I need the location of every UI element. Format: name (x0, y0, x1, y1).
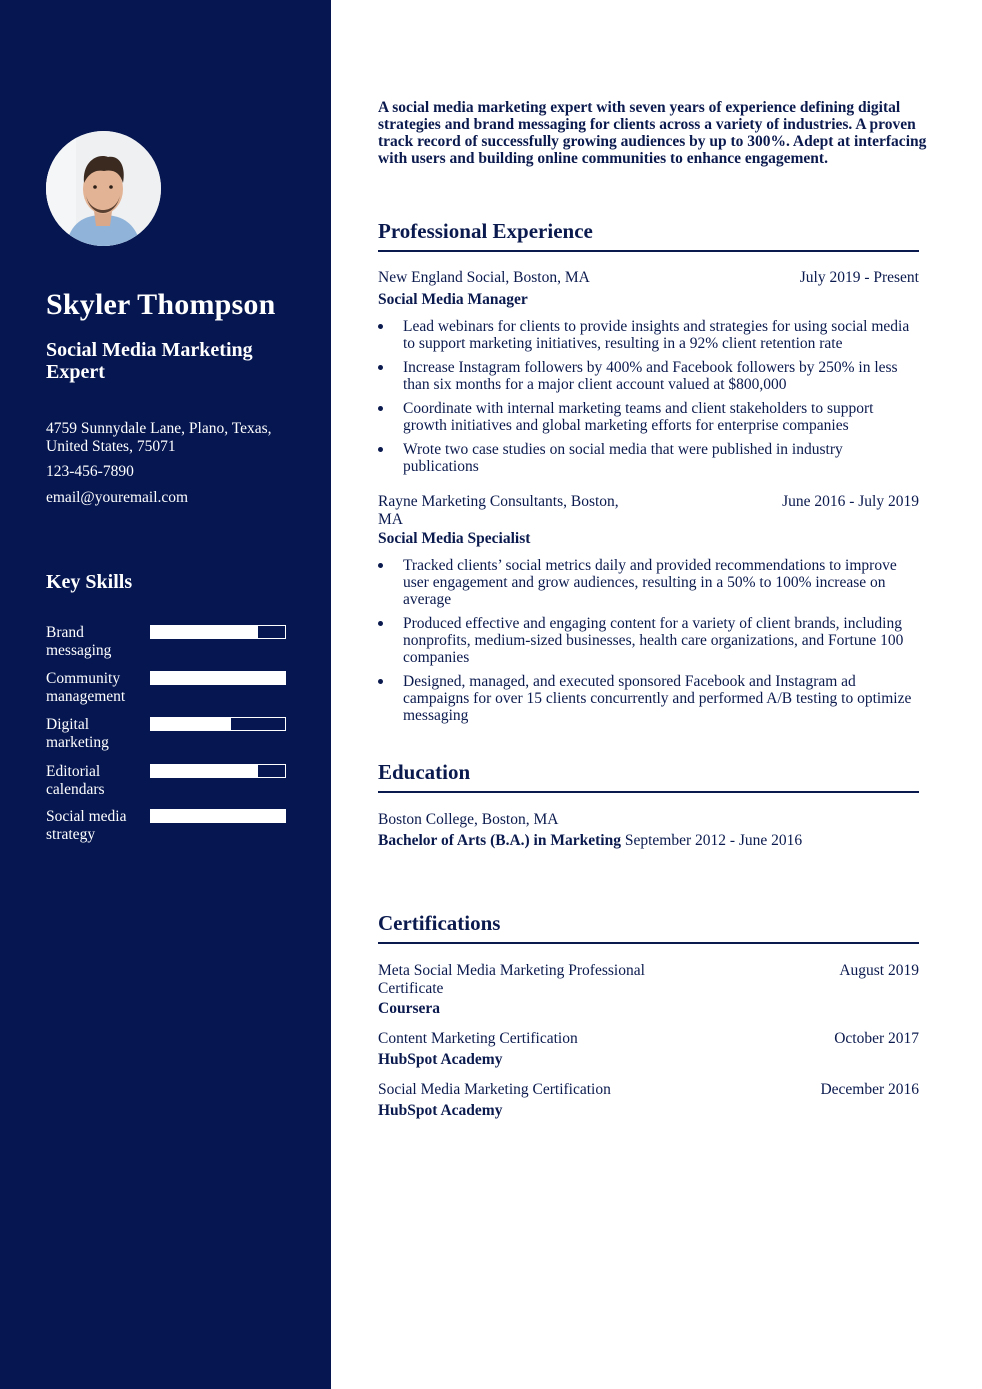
summary: A social media marketing expert with seven years of experience defining digital strategies and brand messaging for clients across a variety of industries. A proven track record of successfully growing audiences by up to 300%. Adept at interfacing with users and building online communities to enhance engagement. (378, 99, 927, 167)
job-bullets (378, 557, 919, 724)
skill-label: Community management (46, 670, 126, 705)
certification-name: Meta Social Media Marketing Professional Certificate (378, 962, 645, 997)
skill-level-fill (151, 810, 285, 822)
certification-header (378, 962, 919, 998)
bullet-text: Tracked clients’ social metrics daily and provided recommendations to improve user engagement and grow audiences, resulting in a 50% to 100% increase on average (403, 557, 897, 608)
list-item (378, 615, 919, 666)
email: email@youremail.com (46, 489, 189, 506)
education-dates: September 2012 - June 2016 (624, 832, 803, 849)
skill-item (46, 808, 291, 848)
certification-name: Content Marketing Certification (378, 1030, 578, 1047)
skill-label: Editorial calendars (46, 763, 105, 798)
skill-level-bar (150, 717, 286, 731)
certification-issuer: HubSpot Academy (378, 1102, 503, 1119)
job-bullets (378, 318, 919, 475)
certification-issuer: HubSpot Academy (378, 1051, 503, 1068)
phone: 123-456-7890 (46, 463, 134, 480)
list-item (378, 557, 919, 608)
bullet-text: Coordinate with internal marketing teams and client stakeholders to support growth initiatives and global marketing efforts for enterprise companies (403, 400, 874, 434)
list-item (378, 400, 919, 434)
skill-level-fill (151, 672, 285, 684)
skill-level-bar (150, 671, 286, 685)
certification-date: August 2019 (839, 962, 919, 979)
job-dates: June 2016 - July 2019 (782, 493, 919, 510)
bullet-icon (378, 447, 383, 452)
skill-level-fill (151, 765, 258, 777)
list-item (378, 359, 919, 393)
certifications-title: Certifications (378, 911, 919, 944)
certification-date: December 2016 (820, 1081, 919, 1098)
skill-level-fill (151, 626, 258, 638)
experience-title: Professional Experience (378, 219, 919, 252)
bullet-icon (378, 621, 383, 626)
skill-label: Social media strategy (46, 808, 127, 843)
bullet-text: Designed, managed, and executed sponsored Facebook and Instagram ad campaigns for over 15 clients concurrently and performed A/B testing to optimize messaging (403, 673, 912, 724)
job-role: Social Media Manager (378, 291, 528, 308)
candidate-name: Skyler Thompson (46, 288, 276, 321)
skill-item (46, 763, 291, 803)
skill-level-bar (150, 625, 286, 639)
bullet-text: Lead webinars for clients to provide insights and strategies for using social media to support marketing initiatives, resulting in a 92% client retention rate (403, 318, 910, 352)
list-item (378, 673, 919, 724)
job-company: New England Social, Boston, MA (378, 269, 590, 286)
education-degree: Bachelor of Arts (B.A.) in Marketing (378, 832, 621, 849)
skill-label: Digital marketing (46, 716, 109, 751)
avatar (46, 131, 161, 246)
skill-level-fill (151, 718, 231, 730)
candidate-headline: Social Media Marketing Expert (46, 339, 253, 383)
bullet-icon (378, 406, 383, 411)
bullet-text: Wrote two case studies on social media that were published in industry publications (403, 441, 843, 475)
skills-title: Key Skills (46, 571, 133, 593)
sidebar (0, 0, 331, 1389)
job-dates: July 2019 - Present (799, 269, 919, 286)
bullet-text: Increase Instagram followers by 400% and Facebook followers by 250% in less than six months for a major client account valued at $800,000 (403, 359, 898, 393)
skill-level-bar (150, 764, 286, 778)
list-item (378, 441, 919, 475)
certification-issuer: Coursera (378, 1000, 440, 1017)
skill-item (46, 624, 291, 664)
bullet-icon (378, 563, 383, 568)
education-title: Education (378, 760, 919, 793)
education-degree-row (378, 832, 919, 850)
address: 4759 Sunnydale Lane, Plano, Texas, United States, 75071 (46, 420, 272, 455)
job-role: Social Media Specialist (378, 530, 531, 547)
job-company: Rayne Marketing Consultants, Boston, MA (378, 493, 619, 528)
job-header (378, 493, 919, 529)
education-school: Boston College, Boston, MA (378, 811, 559, 828)
skill-item (46, 670, 291, 710)
skill-label: Brand messaging (46, 624, 112, 659)
certification-name: Social Media Marketing Certification (378, 1081, 611, 1098)
bullet-text: Produced effective and engaging content for a variety of client brands, including nonprofits, medium-sized businesses, health care organizations, and Fortune 100 companies (403, 615, 904, 666)
skill-level-bar (150, 809, 286, 823)
bullet-icon (378, 324, 383, 329)
certification-date: October 2017 (834, 1030, 919, 1047)
bullet-icon (378, 365, 383, 370)
list-item (378, 318, 919, 352)
profile-photo (46, 131, 161, 246)
skill-item (46, 716, 291, 756)
bullet-icon (378, 679, 383, 684)
